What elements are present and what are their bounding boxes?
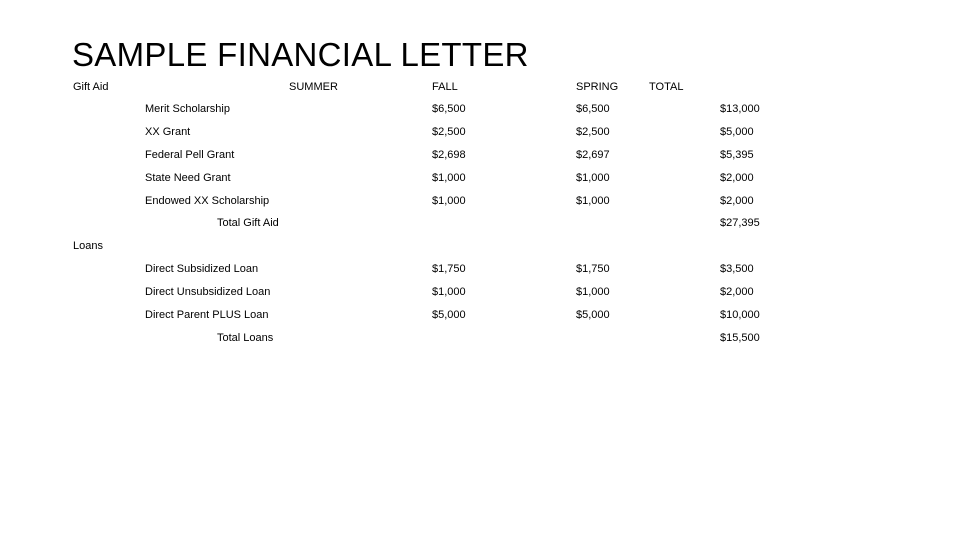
column-header-summer: SUMMER [289, 81, 338, 93]
gift-aid-item-spring: $6,500 [576, 103, 610, 115]
total-loans-label: Total Loans [217, 332, 274, 344]
column-header-spring: SPRING [576, 81, 619, 93]
gift-aid-item-fall: $2,500 [432, 126, 466, 138]
loan-item-spring: $5,000 [576, 309, 610, 321]
gift-aid-item-spring: $2,500 [576, 126, 610, 138]
total-loans-value: $15,500 [720, 332, 760, 344]
column-header-total: TOTAL [649, 81, 684, 93]
gift-aid-item-name: State Need Grant [145, 172, 231, 184]
gift-aid-item-total: $5,395 [720, 149, 754, 161]
gift-aid-item-spring: $1,000 [576, 172, 610, 184]
loan-item-fall: $5,000 [432, 309, 466, 321]
gift-aid-item-total: $2,000 [720, 195, 754, 207]
loan-item-name: Direct Subsidized Loan [145, 263, 259, 275]
gift-aid-item-spring: $2,697 [576, 149, 610, 161]
total-gift-aid-label: Total Gift Aid [217, 217, 279, 229]
loan-item-total: $3,500 [720, 263, 754, 275]
total-gift-aid-value: $27,395 [720, 217, 760, 229]
column-header-fall: FALL [432, 81, 458, 93]
gift-aid-item-fall: $1,000 [432, 195, 466, 207]
loan-item-fall: $1,000 [432, 286, 466, 298]
loan-item-fall: $1,750 [432, 263, 466, 275]
loan-item-total: $10,000 [720, 309, 760, 321]
gift-aid-item-name: XX Grant [145, 126, 191, 138]
loan-item-name: Direct Unsubsidized Loan [145, 286, 271, 298]
gift-aid-item-total: $5,000 [720, 126, 754, 138]
gift-aid-item-fall: $2,698 [432, 149, 466, 161]
loan-item-name: Direct Parent PLUS Loan [145, 309, 269, 321]
loan-item-spring: $1,000 [576, 286, 610, 298]
gift-aid-item-name: Endowed XX Scholarship [145, 195, 270, 207]
gift-aid-item-name: Federal Pell Grant [145, 149, 235, 161]
loan-item-total: $2,000 [720, 286, 754, 298]
gift-aid-item-fall: $6,500 [432, 103, 466, 115]
loan-item-spring: $1,750 [576, 263, 610, 275]
gift-aid-section-label: Gift Aid [73, 81, 109, 93]
page-title: SAMPLE FINANCIAL LETTER [72, 36, 529, 73]
gift-aid-item-total: $2,000 [720, 172, 754, 184]
gift-aid-item-total: $13,000 [720, 103, 760, 115]
gift-aid-item-name: Merit Scholarship [145, 103, 230, 115]
gift-aid-item-spring: $1,000 [576, 195, 610, 207]
gift-aid-item-fall: $1,000 [432, 172, 466, 184]
loans-section-label: Loans [73, 240, 103, 252]
